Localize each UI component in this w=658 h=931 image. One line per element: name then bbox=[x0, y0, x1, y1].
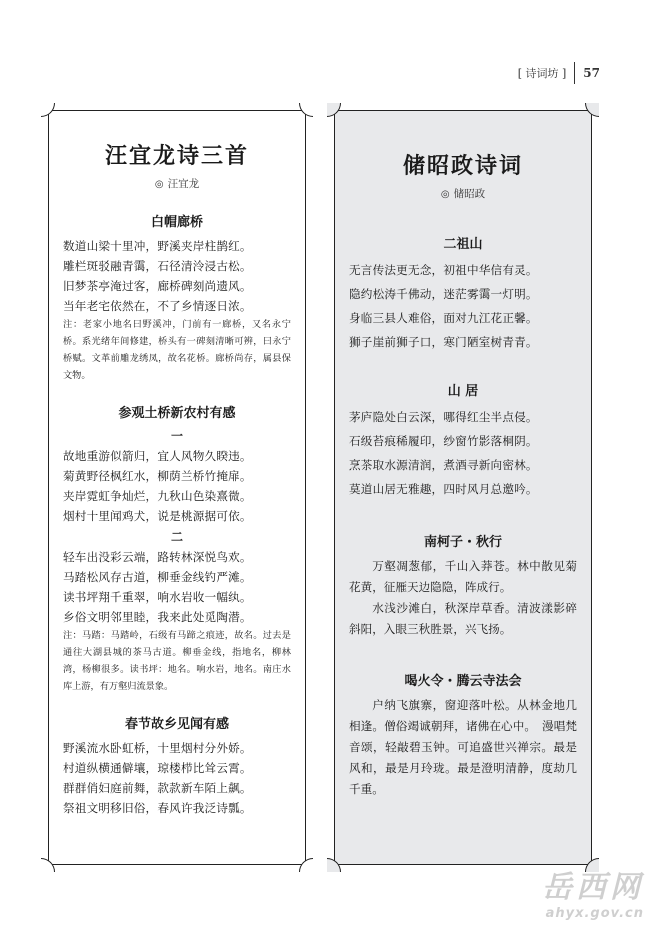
corner-ornament bbox=[327, 103, 341, 117]
corner-ornament bbox=[41, 103, 55, 117]
article-title: 储昭政诗词 bbox=[402, 154, 523, 179]
author-name: 储昭政 bbox=[453, 188, 486, 200]
bullet-icon: ◎ bbox=[154, 179, 164, 190]
corner-ornament bbox=[585, 103, 599, 117]
poem-number: 一 bbox=[170, 429, 183, 443]
watermark-url: ahyx.gov.cn bbox=[545, 906, 644, 921]
poem-body bbox=[63, 547, 291, 627]
page-header bbox=[518, 62, 600, 84]
header-divider bbox=[574, 62, 575, 84]
poem-line: 村道纵横通僻壤，琼楼栉比耸云霄。 bbox=[63, 761, 252, 775]
poem-body bbox=[63, 236, 291, 316]
poem-line: 马踏松风存古道，柳垂金线钓严滩。 bbox=[63, 570, 252, 584]
poem-number: 二 bbox=[170, 530, 183, 544]
poem-line: 当年老宅依然在，不了乡情逐日浓。 bbox=[63, 299, 252, 313]
poem-body bbox=[63, 738, 291, 818]
poem-title: 参观土桥新农村有感 bbox=[118, 406, 236, 421]
poem-line: 狮子崖前狮子口，寒门陋室树青青。 bbox=[349, 335, 538, 349]
author-name: 汪宜龙 bbox=[167, 178, 200, 190]
ci-stanza: 户纳飞旗寨，窗迎落叶松。从林金地几相逢。僧俗竭诚朝拜，诸佛在心中。 漫唱梵音颂，轻敲碧玉钟。可追盛世兴禅宗。最是风和，最是月玲珑。最是澄明清静，度劫几千重。 bbox=[349, 698, 577, 796]
poem-title: 白帽廊桥 bbox=[150, 215, 203, 230]
poem-line: 旧梦茶亭淹过客，廊桥碑刻尚遗风。 bbox=[63, 279, 252, 293]
corner-ornament bbox=[299, 858, 313, 872]
poem-line: 数道山梁十里冲，野溪夹岸柱鹊红。 bbox=[63, 239, 252, 253]
corner-ornament bbox=[327, 858, 341, 872]
poem-line: 夹岸霓虹争灿烂，九秋山色染熹微。 bbox=[63, 489, 252, 503]
poem-line: 雕栏斑驳融青霭，石径清泠浸古松。 bbox=[63, 259, 252, 273]
poem-line: 烟村十里闻鸡犬，说是桃源据可依。 bbox=[63, 509, 252, 523]
poem-title: 南柯子・秋行 bbox=[423, 535, 502, 550]
page-number: 57 bbox=[583, 66, 600, 80]
watermark-logo: 岳西网 bbox=[542, 870, 644, 905]
poem-line: 身临三县人难俗，面对九江花正馨。 bbox=[349, 311, 538, 325]
right-panel bbox=[334, 110, 592, 865]
poem-line: 乡俗文明邻里睦，我来此处觅陶潜。 bbox=[63, 610, 252, 624]
poem-line: 石级苔痕稀履印，纱窗竹影落桐阴。 bbox=[349, 434, 538, 448]
article-author bbox=[63, 176, 291, 191]
poem-line: 野溪流水卧虹桥，十里烟村分外娇。 bbox=[63, 741, 252, 755]
poem-line: 菊黄野径枫红水，柳荫兰桥竹掩扉。 bbox=[63, 469, 252, 483]
article-author bbox=[349, 186, 577, 201]
poem-line: 读书坪翔千重翠，响水岩收一幅纨。 bbox=[63, 590, 252, 604]
ci-stanza: 万壑凋葱郁，千山入莽苍。林中散见菊花黄，征雁天边隐隐，阵成行。 bbox=[349, 559, 577, 594]
poem-title: 春节故乡见闻有感 bbox=[124, 717, 229, 732]
poem-line: 无言传法更无念，初祖中华信有灵。 bbox=[349, 263, 538, 277]
poem-body bbox=[349, 405, 577, 501]
watermark bbox=[542, 862, 644, 921]
left-panel bbox=[48, 110, 306, 865]
bullet-icon: ◎ bbox=[440, 189, 450, 200]
poem-line: 莫道山居无雅趣，四时风月总邀吟。 bbox=[349, 482, 538, 496]
poem-note: 注：马踏：马踏岭，石级有马蹄之痕迹，故名。过去是通往大湖县城的茶马古道。柳垂金线，指地名，柳林湾，杨柳很多。读书坪：地名。响水岩，地名。南庄水库上游，有万壑归流景象。 bbox=[63, 630, 291, 692]
corner-ornament bbox=[299, 103, 313, 117]
section-label: [ 诗词坊 ] bbox=[517, 67, 567, 80]
poem-body bbox=[63, 446, 291, 526]
poem-line: 烹茶取水源清润，煮酒寻新向密林。 bbox=[349, 458, 538, 472]
poem-line: 茅庐隐处白云深，哪得红尘半点侵。 bbox=[349, 410, 538, 424]
poem-line: 轻车出没彩云端，路转林深悦鸟欢。 bbox=[63, 550, 252, 564]
poem-line: 祭祖文明移旧俗，春风许我泛诗瓢。 bbox=[63, 801, 252, 815]
corner-ornament bbox=[41, 858, 55, 872]
poem-line: 故地重游似箭归，宜人风物久睽违。 bbox=[63, 449, 252, 463]
poem-line: 隐约松涛千佛动，迷茫雾霭一灯明。 bbox=[349, 287, 538, 301]
poem-title: 二祖山 bbox=[443, 237, 483, 252]
article-title: 汪宜龙诗三首 bbox=[104, 144, 249, 169]
poem-line: 群群俏妇庭前舞，款款新车陌上飙。 bbox=[63, 781, 252, 795]
poem-body bbox=[349, 258, 577, 354]
poem-title: 喝火令・腾云寺法会 bbox=[404, 674, 522, 689]
poem-note: 注：老家小地名曰野溪冲，门前有一廊桥，又名永宁桥。系光绪年间修建，桥头有一碑刻清晰可辨，曰永宁桥赋。文革前雕龙绣凤，故名花桥。廊桥尚存，属县保文物。 bbox=[63, 319, 291, 381]
poem-title: 山 居 bbox=[447, 384, 479, 399]
ci-stanza: 水浅沙滩白，秋深岸草香。清波漾影碎斜阳，入眼三秋胜景，兴飞扬。 bbox=[349, 601, 577, 636]
